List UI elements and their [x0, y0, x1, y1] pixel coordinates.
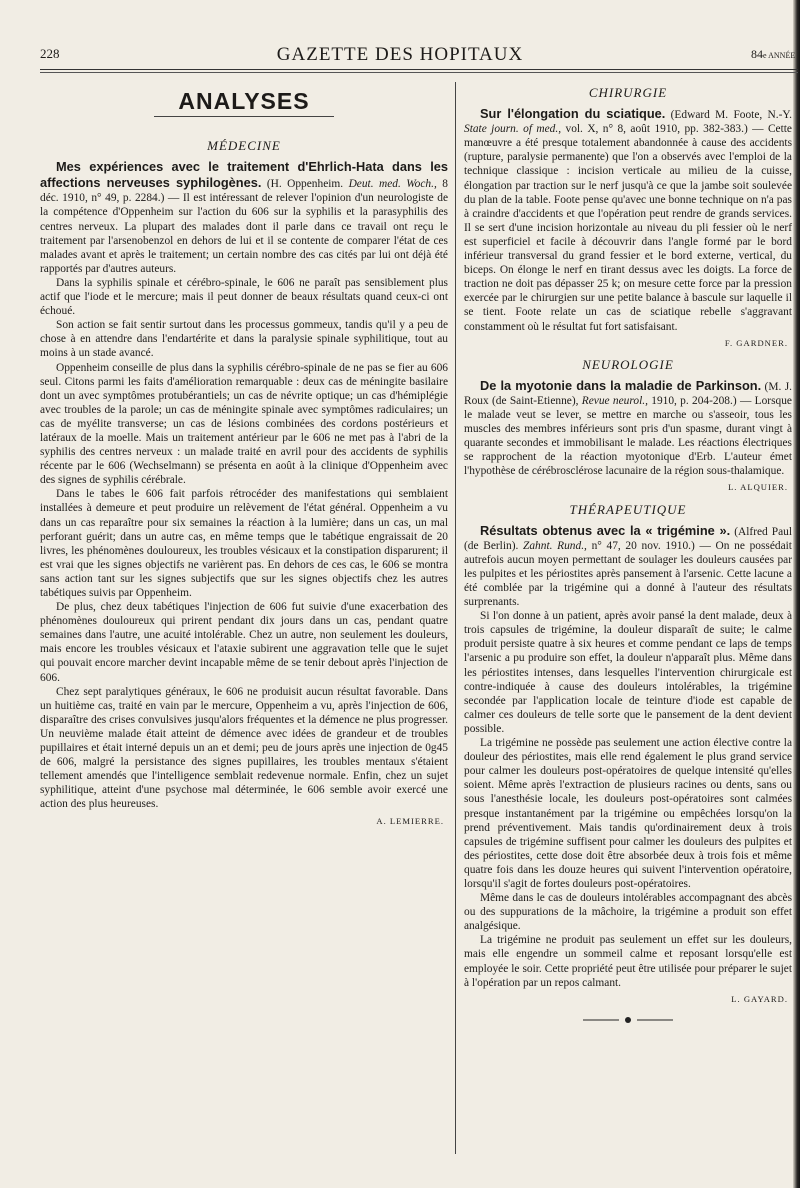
year-number: 84 [751, 47, 763, 61]
paragraph: Même dans le cas de douleurs intolérables accompagnant des abcès ou des suppurations de la mâchoire, la trigémine a produit son effet analgésique. [464, 892, 792, 933]
article-title: Résultats obtenus avec la « trigémine ». [480, 522, 731, 538]
header-rule-thin [40, 72, 798, 73]
section-title: ANALYSES [178, 88, 310, 114]
journal-title: GAZETTE DES HOPITAUX [276, 44, 524, 65]
article-foote [464, 106, 792, 334]
subsection-chirurgie: CHIRURGIE [588, 85, 668, 100]
paragraph: Dans la syphilis spinale et cérébro-spinale, le 606 ne paraît pas sensiblement plus actif que l'iode et le mercure; mais il peut donner de beaux résultats quand ceux-ci ont échoué. [40, 276, 448, 318]
left-column [40, 82, 448, 836]
signature-gayard: L. GAYARD. [731, 993, 788, 1004]
article-ref-journal: Deut. med. Woch., [348, 178, 437, 191]
article-oppenheim-intro [40, 159, 448, 276]
article-title: Mes expériences avec le traitement d'Ehrlich-Hata dans les affections nerveuses syphilogènes. [40, 159, 448, 191]
title-rule [154, 116, 334, 117]
article-title: Sur l'élongation du sciatique. [480, 106, 666, 122]
paragraph: La trigémine ne produit pas seulement un effet sur les douleurs, mais elle engendre un sommeil calme et reposant lorsqu'elle est employée le soir. Cette propriété peut être utilisée pour préparer le sujet à l'opération par un repos calmant. [464, 934, 792, 989]
subsection-therapeutique: THÉRAPEUTIQUE [569, 501, 687, 517]
paragraph: Si l'on donne à un patient, après avoir pansé la dent malade, deux à trois capsules de trigémine, la douleur disparaît de suite; le calme produit persiste quatre à six heures et comme pendant ce laps de temps l'arsenic a pu produire son effet, la douleur n'apparaît plus. Même dans les périostites intenses, dans lesquelles l'intervention chirurgicale est contre-indiquée à cause des douleurs intolérables, la trigémine secondée par l'application locale de teinture d'iode est capable de calmer ces douleurs de telle sorte que le pansement de la dent devient possible. [464, 610, 792, 735]
article-ref-details: n° 47, 20 nov. 1910.) — On ne possédait autrefois aucun moyen permettant de soulager les douleurs causées par les pulpites et les périostites après pansement à l'arsenic. Cette lacune a été comblée par la trigémine qui a donné à l'auteur des résultats surprenants. [464, 539, 792, 609]
article-ref-journal: Revue neurol., [581, 394, 648, 407]
article-ref-author: (Alfred Paul (de Berlin). [464, 525, 792, 552]
article-ref-details: 8 déc. 1910, n° 49, p. 2284.) — Il est intéressant de relever l'opinion d'un neurologiste de la compétence d'Oppenheim sur l'action du 606 sur la syphilis et la parasyphilis des centres nerveux. La plupart des malades dont il parle dans ce travail ont reçu le traitement par l'arsenobenzol en dehors de lui et il se contente de comparer l'état de ces malades avant et après le traitement; un certain nombre des cas cités par lui ont déjà été rapportés par d'autres auteurs. [40, 178, 448, 275]
subsection-neurologie: NEUROLOGIE [582, 356, 674, 372]
paragraph: La trigémine ne possède pas seulement une action élective contre la douleur des périostites, mais elle rend également le plus grand service pour calmer les douleurs post-opératoires de quelque intensité qu'elles soient. Même après l'extraction de plusieurs racines ou dents, sans ou sous l'anesthésie locale, les douleurs post-opératoires sont calmées presque instantanément par la trigémine ou empêchées lorsqu'on la prend préventivement. Mais tandis qu'ordinairement deux à trois capsules de trigémine suffisent pour calmer les douleurs des pulpites et des périostites, cette dose doit être absorbée deux à trois fois et même quatre fois dans les douze heures qui suivent l'intervention opératoire, lorsqu'il s'agit de fortes douleurs post-opératoires. [464, 737, 792, 890]
column-divider [455, 82, 456, 1154]
right-column [464, 82, 792, 1024]
header-rule [40, 69, 798, 70]
paragraph: Oppenheim conseille de plus dans la syphilis cérébro-spinale de ne pas se fier au 606 seul. Citons parmi les faits d'amélioration remarquable : deux cas de méningite basilaire dont un avec symptômes protubérantiels; un cas de névrite optique; un cas d'hémiplégie avec troubles de la parole; un cas de méningite spinale avec symptômes radiculaires; un cas de myélite transverse; un cas de lésions combinées des cordons postérieurs et latéraux de la moelle. Mais un traitement antérieur par le 606 ne met pas à l'abri de la syphilis des centres nerveux : un malade traité en avril pour des accidents de syphilis récente par le 606 (Wechselmann) se présenta en août à la clinique d'Oppenheim avec des signes de syphilis cérébrale. [40, 361, 448, 487]
year-label [751, 47, 795, 62]
page-edge [793, 0, 800, 1188]
article-paul [464, 523, 792, 610]
article-ref-author: (Edward M. Foote, N.-Y. [670, 109, 793, 122]
signature-lemierre: A. LEMIERRE. [376, 815, 444, 826]
paragraph: Son action se fait sentir surtout dans les processus gommeux, tandis qu'il y a peu de chose à en attendre dans l'endartérite et dans la paralysie spinale syphilitique, tout au moins à un stade avancé. [40, 319, 448, 360]
page-number: 228 [40, 46, 60, 61]
subsection-medecine: MÉDECINE [207, 138, 281, 154]
article-ref-author: (M. J. Roux (de Saint-Etienne), [464, 380, 792, 407]
ornament-divider [583, 1016, 673, 1024]
paragraph: De plus, chez deux tabétiques l'injection de 606 fut suivie d'une exacerbation des phénomènes douloureux qui prirent pendant dix jours dans un cas, pendant quatre semaines dans l'autre, une acuité intolérable. Chez un autre, non seulement les douleurs, mais encore les troubles vésicaux et l'ataxie subirent une aggravation telle que le sujet qui pouvait encore marcher devint incapable même de se tenir debout après l'injection de 606. [40, 601, 448, 684]
signature-alquier: L. ALQUIER. [728, 482, 788, 493]
year-suffix: e ANNÉE [763, 51, 796, 60]
paragraph: Chez sept paralytiques généraux, le 606 ne produisit aucun résultat favorable. Dans un huitième cas, traité en vain par le mercure, Oppenheim a vu, après l'injection de 606, disparaître des crises convulsives jusqu'alors fréquentes et la démence ne plus progresser. Un neuvième malade était atteint de démence avec idées de grandeur et de troubles pupillaires et était interné depuis un an et demi; peu de jours après une injection de 0g45 de 606, malgré la persistance des signes pupillaires, les troubles mentaux s'étaient tellement amendés que l'intelligence semblait redevenue normale. Enfin, chez un sujet syphilitique, atteint d'une psychose mal déterminée, le 606 semble avoir exercé une action des plus heureuses. [40, 685, 448, 811]
article-ref-journal: Zahnt. Rund., [523, 539, 587, 552]
article-ref-author: (H. Oppenheim. [266, 178, 344, 191]
signature-gardner: F. GARDNER. [724, 337, 788, 348]
paragraph: Dans le tabes le 606 fait parfois rétrocéder des manifestations qui semblaient installées à demeure et peut produire un relèvement de l'état général. Oppenheim a vu dans un cas reparaître pour six semaines la réaction à la lumière; dans un cas, un mal perforant guérit; dans un autre cas, en même temps que le tabétique engraissait de 20 livres, les phénomènes douloureux, les troubles vésicaux et la constipation disparurent; il est vrai que les signes objectifs ne varièrent pas. En dehors de ces cas, le 606 se montra sans action tant sur les signes subjectifs que sur les signes objectifs chez les autres tabétiques suivis par Oppenheim. [40, 488, 448, 599]
article-ref-details: vol. X, n° 8, août 1910, pp. 382-383.) — Cette manœuvre a été presque totalement abandonnée à cause des accidents (rupture, paralysie permanente) que l'on a observés avec l'emploi de la technique classique : incision verticale au milieu de la cuisse, élongation par traction sur le nerf jusqu'à ce que la jambe soit soulevée du plan de la table. Foote pense qu'avec une bonne technique on n'a pas à craindre d'accidents et que l'opération peut rendre de grands services. Il se sert d'une incision horizontale au niveau du pli fessier où le nerf est superficiel et facile à découvrir dans l'angle formé par le bord inférieur transversal du grand fessier et le bord externe, vertical, du biceps. On élonge le nerf en tirant dessus avec les doigts. La force de traction ne doit pas dépasser 25 k; on mesure cette force par la pression exercée par le chirurgien sur une petite balance à bascule sur laquelle il se tient. Foote relate un cas de sciatique rebelle s'aggravant constamment où le résultat fut fort satisfaisant. [464, 123, 792, 333]
article-roux [464, 378, 792, 479]
article-ref-details: 1910, p. 204-208.) — Lorsque le malade veut se lever, se mettre en marche ou s'asseoir, tous les muscles des membres inférieurs sont pris d'un spasme, durant vingt à quarante secondes et immobilisant le malade. Les réactions électriques se rapprochent de la réaction myotonique d'Erb. L'auteur émet l'hypothèse de cérébrosclérose lacunaire de la région sous-thalamique. [464, 394, 792, 478]
article-ref-journal: State journ. of med., [464, 123, 562, 136]
article-title: De la myotonie dans la maladie de Parkinson. [480, 377, 762, 393]
